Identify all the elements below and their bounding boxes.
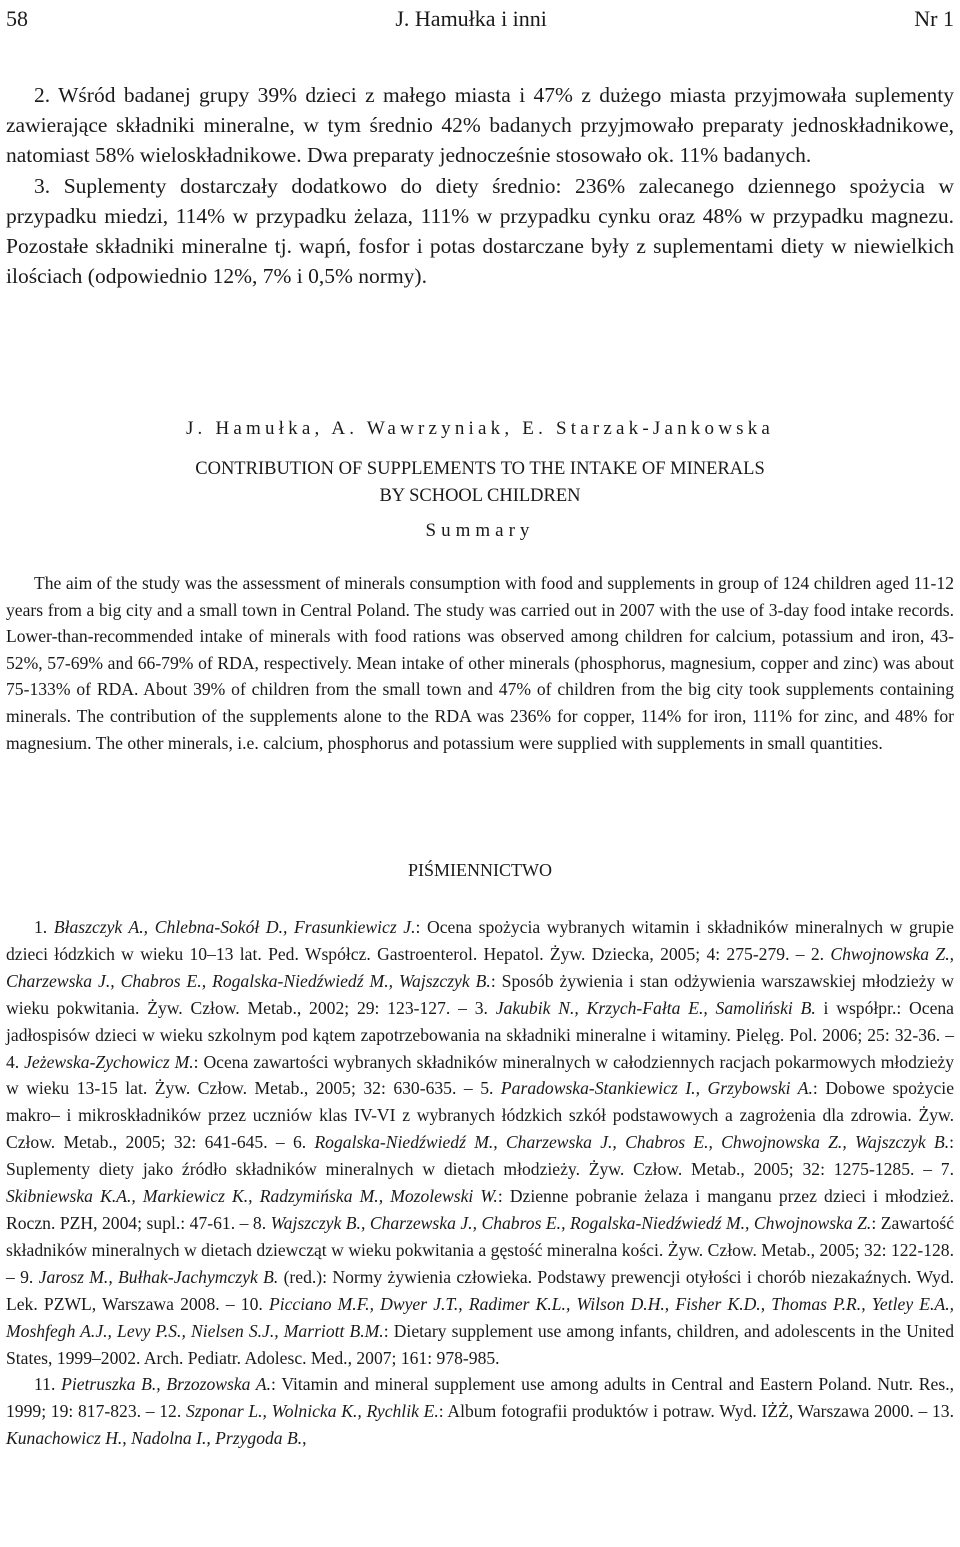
page-header — [6, 4, 954, 34]
english-abstract: The aim of the study was the assessment of minerals consumption with food and supplements in group of 124 children aged 11-12 years from a big city and a small town in Central Poland. The study was carried out in 2007 with the use of 3-day food intake records. Lower-than-recommended intake of minerals with food rations was observed among children for calcium, potassium and iron, 43-52%, 57-69% and 66-79% of RDA, respectively. Mean intake of other minerals (phosphorus, magnesium, copper and zinc) was about 75-133% of RDA. About 39% of children from the small town and 47% of children from the big city took supplements containing minerals. The contribution of the supplements alone to the RDA was 236% for copper, 114% for iron, 111% for zinc, and 48% for magnesium. The other minerals, i.e. calcium, phosphorus and potassium were supplied with supplements in small quantities. — [6, 573, 954, 753]
reference-text: (red.): Normy żywienia człowieka. Podstawy prewencji otyłości i chorób niezakaźnych. Wyd. Lek. PZWL, Warszawa 2008. – 10. — [6, 1266, 954, 1314]
english-title-line-1: CONTRIBUTION OF SUPPLEMENTS TO THE INTAKE OF MINERALS — [195, 459, 765, 479]
reference-text: : Dietary supplement use among infants, children, and adolescents in the United States, 1999–2002. Arch. Pediatr. Adolesc. Med., 2007; 161: 978-985. — [6, 1320, 954, 1368]
reference-text: : Suplementy diety jako źródło składników mineralnych w dietach młodzieży. Żyw. Człow. Metab., 2005; 32: 1275-1285. – 7. — [6, 1132, 955, 1180]
reference-text: : Vitamin and mineral supplement use among adults in Central and Eastern Poland. Nutr. Res., 1999; 19: 817-823. – 12. — [6, 1374, 954, 1422]
reference-authors: Szponar L., Wolnicka K., Rychlik E. — [185, 1401, 439, 1422]
reference-authors: Jeżewska-Zychowicz M. — [24, 1051, 194, 1072]
english-title-line-2: BY SCHOOL CHILDREN — [379, 486, 581, 506]
reference-authors: Wajszczyk B., Charzewska J., Chabros E., Rogalska-Niedźwiedź M., Chwojnowska Z. — [270, 1212, 872, 1233]
reference-text: : Dobowe spożycie makro– i mikroskładników przez uczniów klas IV-VI z wybranych łódzkich szkół podstawowych a zagrożenia dla zdrowia. Żyw. Człow. Metab., 2005; 32: 641-645. – 6. — [6, 1078, 954, 1153]
reference-authors: Pietruszka B., Brzozowska A. — [61, 1374, 272, 1395]
summary-heading: Summary — [425, 520, 535, 541]
reference-authors: Błaszczyk A., Chlebna-Sokół D., Frasunkiewicz J. — [53, 917, 416, 937]
reference-text: : Ocena spożycia wybranych witamin i składników mineralnych w grupie dzieci łódzkich w wieku 10–13 lat. Ped. Współcz. Gastroenterol. Hepatol. Żyw. Dziecka, 2005; 4: 275-279. – 2. — [6, 917, 954, 964]
reference-authors: Paradowska-Stankiewicz I., Grzybowski A. — [500, 1078, 813, 1099]
references-paragraph-1 — [6, 914, 954, 1371]
english-authors: J. Hamułka, A. Wawrzyniak, E. Starzak-Jankowska — [185, 418, 775, 439]
references-list — [6, 914, 954, 1452]
conclusion-item-3: 3. Suplementy dostarczały dodatkowo do diety średnio: 236% zalecanego dziennego spożycia w przypadku miedzi, 114% w przypadku żelaza, 111% w przypadku cynku oraz 48% w przypadku magnezu. Pozostałe składniki mineralne tj. wapń, fosfor i potas dostarczane były z suplementami diety w niewielkich ilościach (odpowiednio 12%, 7% i 0,5% normy). — [6, 173, 954, 289]
references-paragraph-2 — [6, 1371, 954, 1452]
reference-text: i współpr.: Ocena jadłospisów dzieci w wieku szkolnym pod kątem zapotrzebowania na składniki mineralne i witaminy. Pielęg. Pol. 2006; 25: 32-36. – 4. — [6, 997, 954, 1072]
english-title — [0, 456, 960, 510]
reference-text: : Ocena zawartości wybranych składników mineralnych w całodziennych racjach pokarmowych młodzieży w wieku 13-15 lat. Żyw. Człow. Metab., 2005; 32: 630-635. – 5. — [6, 1051, 954, 1099]
reference-text: : Sposób żywienia i stan odżywienia warszawskiej młodzieży w wieku pokwitania. Żyw. Człow. Metab., 2002; 29: 123-127. – 3. — [6, 970, 954, 1018]
reference-authors: Chwojnowska Z., Charzewska J., Chabros E., Rogalska-Niedźwiedź M., Wajszczyk B. — [6, 943, 954, 991]
reference-text: : Zawartość składników mineralnych w dietach dziewcząt w wieku pokwitania a gęstość mineralna kości. Żyw. Człow. Metab., 2005; 32: 122-128. – 9. — [6, 1212, 955, 1287]
reference-text: : Dzienne pobranie żelaza i manganu przez dzieci i młodzież. Roczn. PZH, 2004; supl.: 47-61. – 8. — [6, 1186, 955, 1233]
reference-authors: Jarosz M., Bułhak-Jachymczyk B. — [38, 1266, 279, 1287]
issue-number: Nr 1 — [914, 6, 954, 31]
reference-authors: Kunachowicz H., Nadolna I., Przygoda B. — [6, 1428, 303, 1449]
reference-authors: Rogalska-Niedźwiedź M., Charzewska J., Chabros E., Chwojnowska Z., Wajszczyk B. — [314, 1132, 950, 1153]
conclusion-item-2: 2. Wśród badanej grupy 39% dzieci z małego miasta i 47% z dużego miasta przyjmowała suplementy zawierające składniki mineralne, w tym średnio 42% badanych przyjmowało preparaty jednoskładnikowe, natomiast 58% wieloskładnikowe. Dwa preparaty jednocześnie stosowało ok. 11% badanych. — [6, 83, 954, 168]
reference-text: : Album fotografii produktów i potraw. Wyd. IŻŻ, Warszawa 2000. – 13. — [438, 1401, 954, 1422]
reference-text: 11. — [34, 1374, 62, 1395]
running-title: J. Hamułka i inni — [395, 6, 547, 31]
conclusions-section — [6, 80, 954, 291]
reference-text: , — [302, 1428, 307, 1449]
references-heading: PIŚMIENNICTWO — [408, 860, 552, 880]
reference-text: 1. — [34, 917, 54, 937]
page-number: 58 — [6, 6, 28, 31]
reference-authors: Skibniewska K.A., Markiewicz K., Radzymińska M., Mozolewski W. — [6, 1186, 498, 1207]
reference-authors: Picciano M.F., Dwyer J.T., Radimer K.L., Wilson D.H., Fisher K.D., Thomas P.R., Yetley E.A., Moshfegh A.J., Levy P.S., Nielsen S.J., Marriott B.M. — [6, 1293, 954, 1341]
reference-authors: Jakubik N., Krzych-Fałta E., Samoliński B. — [495, 997, 816, 1018]
